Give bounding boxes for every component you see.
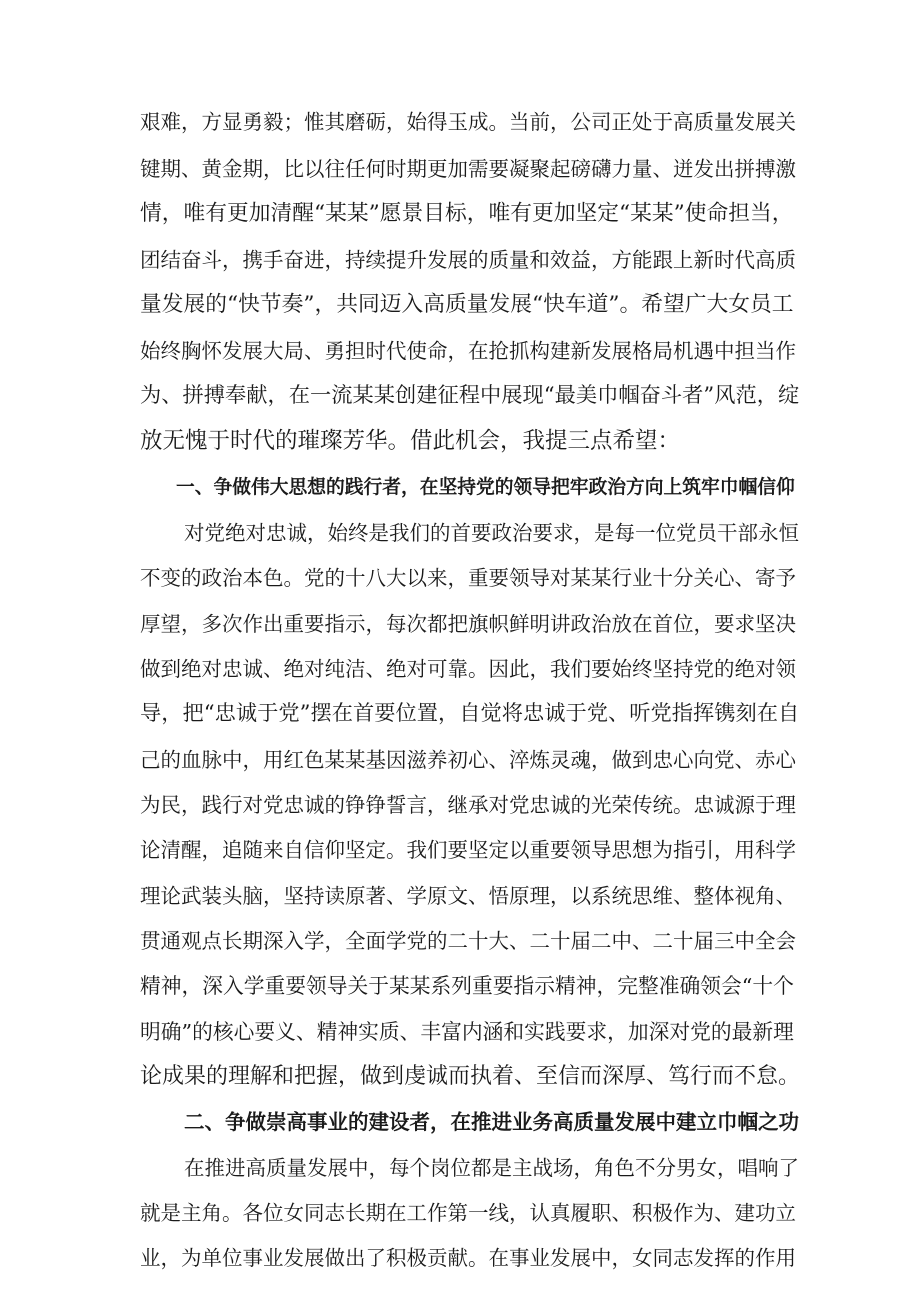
body-line: 艰难，方显勇毅；惟其磨砺，始得玉成。当前，公司正处于高质量发展关	[140, 110, 796, 134]
body-line: 做到绝对忠诚、绝对纯洁、绝对可靠。因此，我们要始终坚持党的绝对领	[140, 657, 796, 681]
body-line: 业，为单位事业发展做出了积极贡献。在事业发展中，女同志发挥的作用	[140, 1246, 796, 1270]
body-line: 就是主角。各位女同志长期在工作第一线，认真履职、积极作为、建功立	[140, 1201, 796, 1225]
body-line: 放无愧于时代的璀璨芳华。借此机会，我提三点希望：	[140, 428, 681, 454]
body-line: 情，唯有更加清醒“某某”愿景目标，唯有更加坚定“某某”使命担当，	[140, 201, 794, 226]
body-line: 不变的政治本色。党的十八大以来，重要领导对某某行业十分关心、寄予	[140, 566, 796, 590]
body-line: 为、拼搏奉献，在一流某某创建征程中展现“最美巾帼奋斗者”风范，绽	[140, 383, 800, 408]
body-line: 论成果的理解和把握，做到虔诚而执着、至信而深厚、笃行而不怠。	[140, 1064, 801, 1089]
body-line: 为民，践行对党忠诚的铮铮誓言，继承对党忠诚的光荣传统。忠诚源于理	[140, 793, 796, 817]
body-line: 始终胸怀发展大局、勇担时代使命，在抢抓构建新发展格局机遇中担当作	[140, 339, 796, 363]
body-line: 理论武装头脑，坚持读原著、学原文、悟原理，以系统思维、整体视角、	[140, 884, 796, 908]
body-line: 量发展的“快节奏”，共同迈入高质量发展“快车道”。希望广大女员工	[140, 292, 794, 317]
body-line: 论清醒，追随来自信仰坚定。我们要坚定以重要领导思想为指引，用科学	[140, 838, 796, 862]
body-line: 键期、黄金期，比以往任何时期更加需要凝聚起磅礴力量、迸发出拼搏激	[140, 157, 796, 181]
body-line: 在推进高质量发展中，每个岗位都是主战场，角色不分男女，唱响了	[184, 1156, 799, 1180]
body-line: 厚望，多次作出重要指示，每次都把旗帜鲜明讲政治放在首位，要求坚决	[140, 612, 796, 636]
body-line: 精神，深入学重要领导关于某某系列重要指示精神，完整准确领会“十个	[140, 974, 794, 998]
body-line: 己的血脉中，用红色某某基因滋养初心、淬炼灵魂，做到忠心向党、赤心	[140, 748, 796, 772]
body-line: 导，把“忠诚于党”摆在首要位置，自觉将忠诚于党、听党指挥镌刻在自	[140, 701, 800, 726]
section-heading-2: 二、争做崇高事业的建设者，在推进业务高质量发展中建立巾帼之功	[184, 1110, 799, 1134]
body-line: 团结奋斗，携手奋进，持续提升发展的质量和效益，方能跟上新时代高质	[140, 248, 796, 272]
section-heading-1: 一、争做伟大思想的践行者，在坚持党的领导把牢政治方向上筑牢巾帼信仰	[176, 477, 795, 498]
body-line: 贯通观点长期深入学，全面学党的二十大、二十届二中、二十届三中全会	[140, 929, 796, 953]
body-line: 明确”的核心要义、精神实质、丰富内涵和实践要求，加深对党的最新理	[140, 1020, 794, 1044]
body-line: 对党绝对忠诚，始终是我们的首要政治要求，是每一位党员干部永恒	[184, 521, 799, 545]
